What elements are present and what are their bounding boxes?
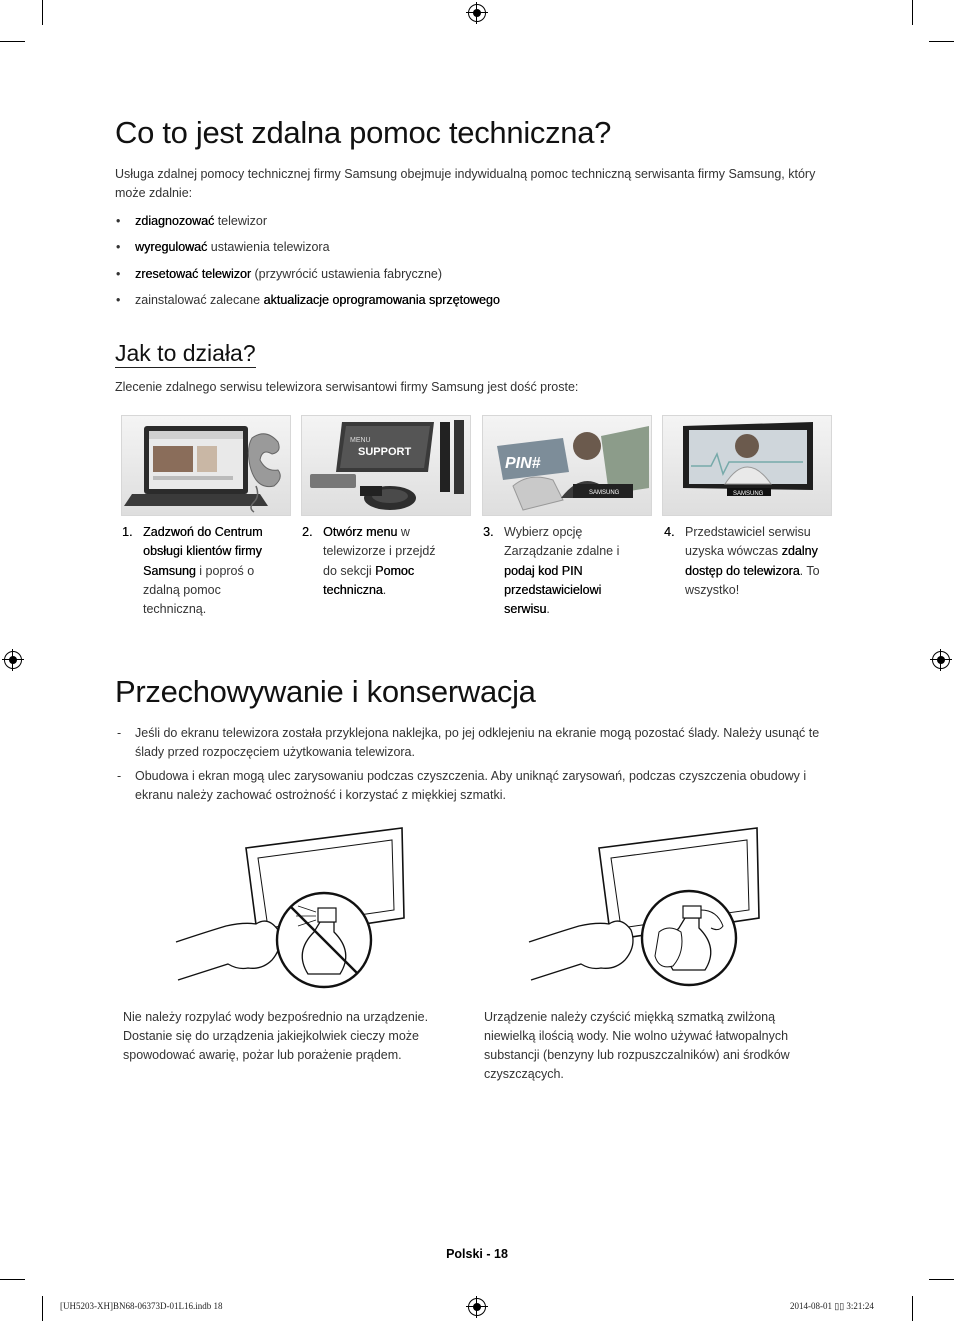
brand-label: SAMSUNG: [589, 490, 620, 496]
dash-item: - Obudowa i ekran mogą ulec zarysowaniu podczas czyszczenia. Aby uniknąć zarysowań, podczas czyszczenia obudowy i ekranu należy zachować ostrożność i korzystać z miękkiej szmatki.: [117, 769, 807, 802]
support-label: SUPPORT: [358, 446, 412, 458]
section-title: Przechowywanie i konserwacja: [115, 674, 536, 709]
caption-right: Urządzenie należy czyścić miękką szmatką zwilżoną niewielką ilością wody. Nie wolno używać łatwopalnych substancji (benzyny lub rozpuszczalników) ani środków czyszczących.: [484, 1010, 790, 1081]
step-item: 1. Zadzwoń do Centrum obsługi klientów firmy Samsung i poproś o zdalną pomoc techniczną.: [122, 525, 263, 617]
howto-intro: Zlecenie zdalnego serwisu telewizora serwisantowi firmy Samsung jest dość proste:: [115, 380, 579, 394]
registration-mark-icon: [468, 1298, 486, 1316]
footer-timestamp: 2014-08-01 ▯▯ 3:21:24: [790, 1301, 874, 1311]
registration-mark-icon: [468, 4, 486, 22]
crop-mark: [0, 41, 25, 42]
agent-on-tv-illustration: [662, 415, 832, 516]
crop-mark: [42, 1296, 43, 1321]
registration-mark-icon: [4, 651, 22, 669]
pin-label: PIN#: [505, 455, 541, 472]
registration-mark-icon: [932, 651, 950, 669]
crop-mark: [42, 0, 43, 25]
step-item: 4. Przedstawiciel serwisu uzyska wówczas zdalny dostęp do telewizora. To wszystko!: [664, 525, 820, 597]
crop-mark: [929, 41, 954, 42]
crop-mark: [929, 1279, 954, 1280]
intro-paragraph: Usługa zdalnej pomocy technicznej firmy Samsung obejmuje indywidualną pomoc techniczną serwisanta firmy Samsung, który może zdalnie:: [115, 167, 816, 200]
crop-mark: [912, 0, 913, 25]
crop-mark: [0, 1279, 25, 1280]
tv-menu-support-illustration: [301, 415, 471, 516]
crop-mark: [912, 1296, 913, 1321]
menu-label: MENU: [350, 437, 371, 444]
dash-item: - Jeśli do ekranu telewizora została przyklejona naklejka, po jej odklejeniu na ekranie mogą pozostać ślady. Należy usunąć te ślady przed rozpoczęciem użytkowania telewizora.: [117, 726, 820, 759]
laptop-phone-illustration: [121, 415, 291, 516]
brand-label: SAMSUNG: [733, 491, 764, 497]
page-number: Polski - 18: [446, 1247, 508, 1261]
no-spray-illustration: [170, 822, 410, 992]
page-title: Co to jest zdalna pomoc techniczna?: [115, 115, 612, 150]
footer-filename: [UH5203-XH]BN68-06373D-01L16.indb 18: [60, 1301, 223, 1311]
bullet-item: • wyregulować ustawienia telewizora: [116, 240, 330, 254]
bullet-item: • zainstalować zalecane aktualizacje oprogramowania sprzętowego: [116, 293, 500, 307]
section-heading: Jak to działa?: [115, 340, 256, 366]
bullet-item: • zdiagnozować telewizor: [116, 214, 268, 228]
bullet-item: • zresetować telewizor (przywrócić ustawienia fabryczne): [116, 267, 443, 281]
step-item: 2. Otwórz menu w telewizorze i przejdź do sekcji Pomoc techniczna.: [302, 525, 436, 597]
cloth-spray-illustration: [525, 822, 765, 992]
pin-code-agent-illustration: [482, 415, 652, 516]
step-item: 3. Wybierz opcję Zarządzanie zdalne i podaj kod PIN przedstawicielowi serwisu.: [483, 525, 620, 617]
caption-left: Nie należy rozpylać wody bezpośrednio na urządzenie. Dostanie się do urządzenia jakiejkolwiek cieczy może spowodować awarię, pożar lub porażenie prądem.: [123, 1010, 429, 1062]
